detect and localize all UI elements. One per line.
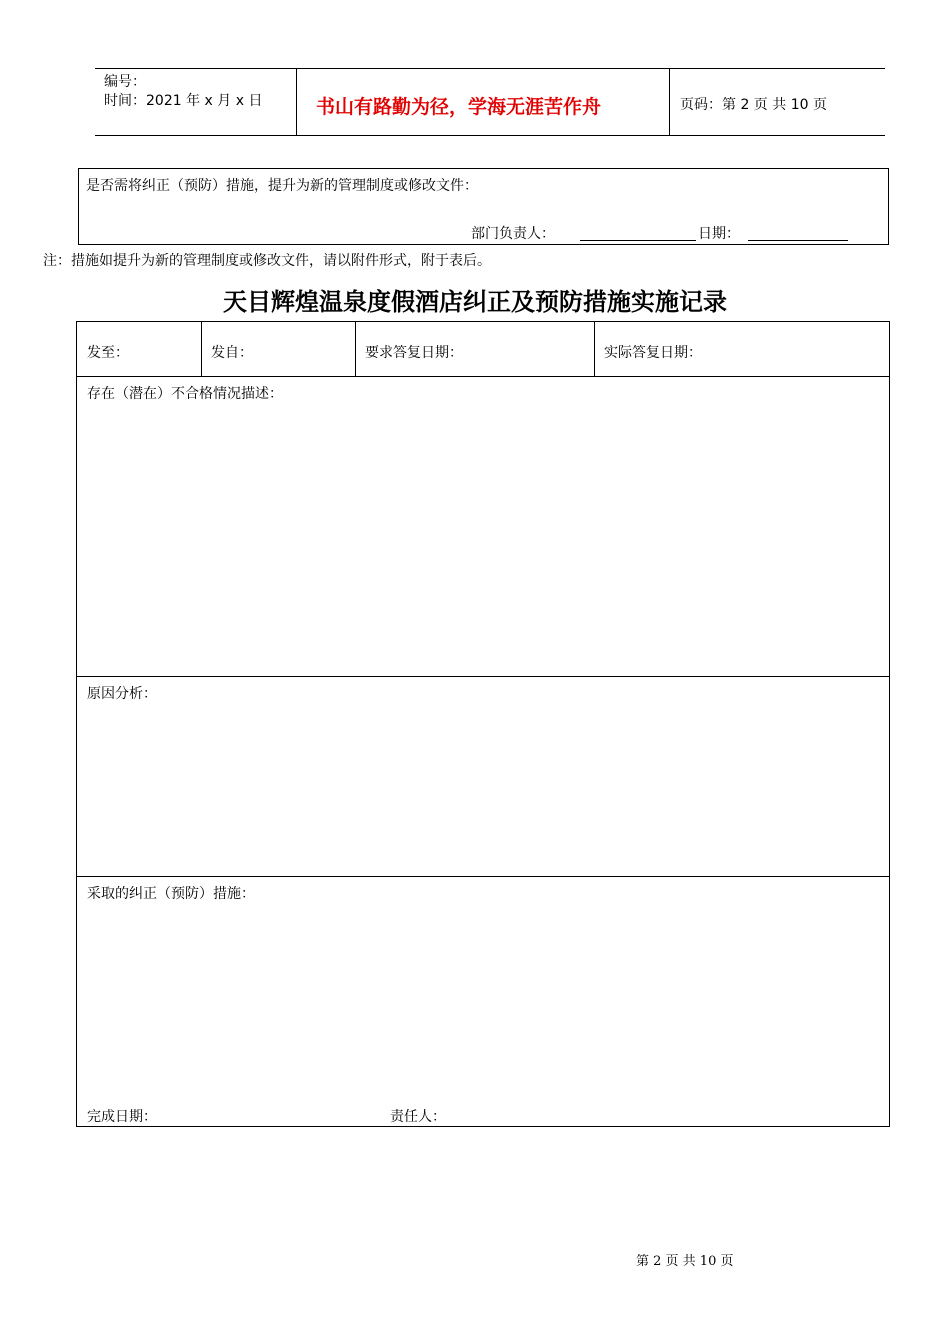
cause-analysis-label: 原因分析： (87, 686, 157, 702)
page-footer: 第 2 页 共 10 页 (636, 1254, 734, 1269)
actual-reply-date-cell[interactable]: 实际答复日期： (604, 345, 702, 361)
form-title: 天目辉煌温泉度假酒店纠正及预防措施实施记录 (223, 288, 727, 316)
header-divider (296, 68, 297, 136)
row-divider (77, 876, 889, 877)
nonconformity-label: 存在（潜在）不合格情况描述： (87, 386, 283, 402)
dept-head-field[interactable] (580, 240, 696, 241)
row-divider (77, 376, 889, 377)
required-reply-date-cell[interactable]: 要求答复日期： (365, 345, 463, 361)
header-top-rule (95, 68, 885, 69)
measures-label: 采取的纠正（预防）措施： (87, 886, 255, 902)
header-time-label: 时间：2021 年 x 月 x 日 (104, 93, 263, 109)
responsible-label: 责任人： (390, 1109, 446, 1125)
col-divider (201, 322, 202, 376)
upgrade-box (78, 168, 889, 245)
col-divider (594, 322, 595, 376)
row-divider (77, 676, 889, 677)
header-divider (669, 68, 670, 136)
completion-date-label: 完成日期： (87, 1109, 157, 1125)
note-text: 注：措施如提升为新的管理制度或修改文件，请以附件形式，附于表后。 (43, 253, 491, 269)
col-divider (355, 322, 356, 376)
header-motto: 书山有路勤为径，学海无涯苦作舟 (316, 96, 602, 118)
dept-head-label: 部门负责人： (471, 226, 555, 242)
upgrade-date-label: 日期： (698, 226, 740, 242)
header-page-label: 页码：第 2 页 共 10 页 (680, 97, 827, 113)
send-from-cell[interactable]: 发自： (211, 345, 253, 361)
header-bottom-rule (95, 135, 885, 136)
send-to-cell[interactable]: 发至： (87, 345, 129, 361)
header-number-label: 编号： (104, 74, 146, 90)
record-form (76, 321, 890, 1127)
upgrade-date-field[interactable] (748, 240, 848, 241)
upgrade-question: 是否需将纠正（预防）措施，提升为新的管理制度或修改文件： (86, 178, 478, 194)
